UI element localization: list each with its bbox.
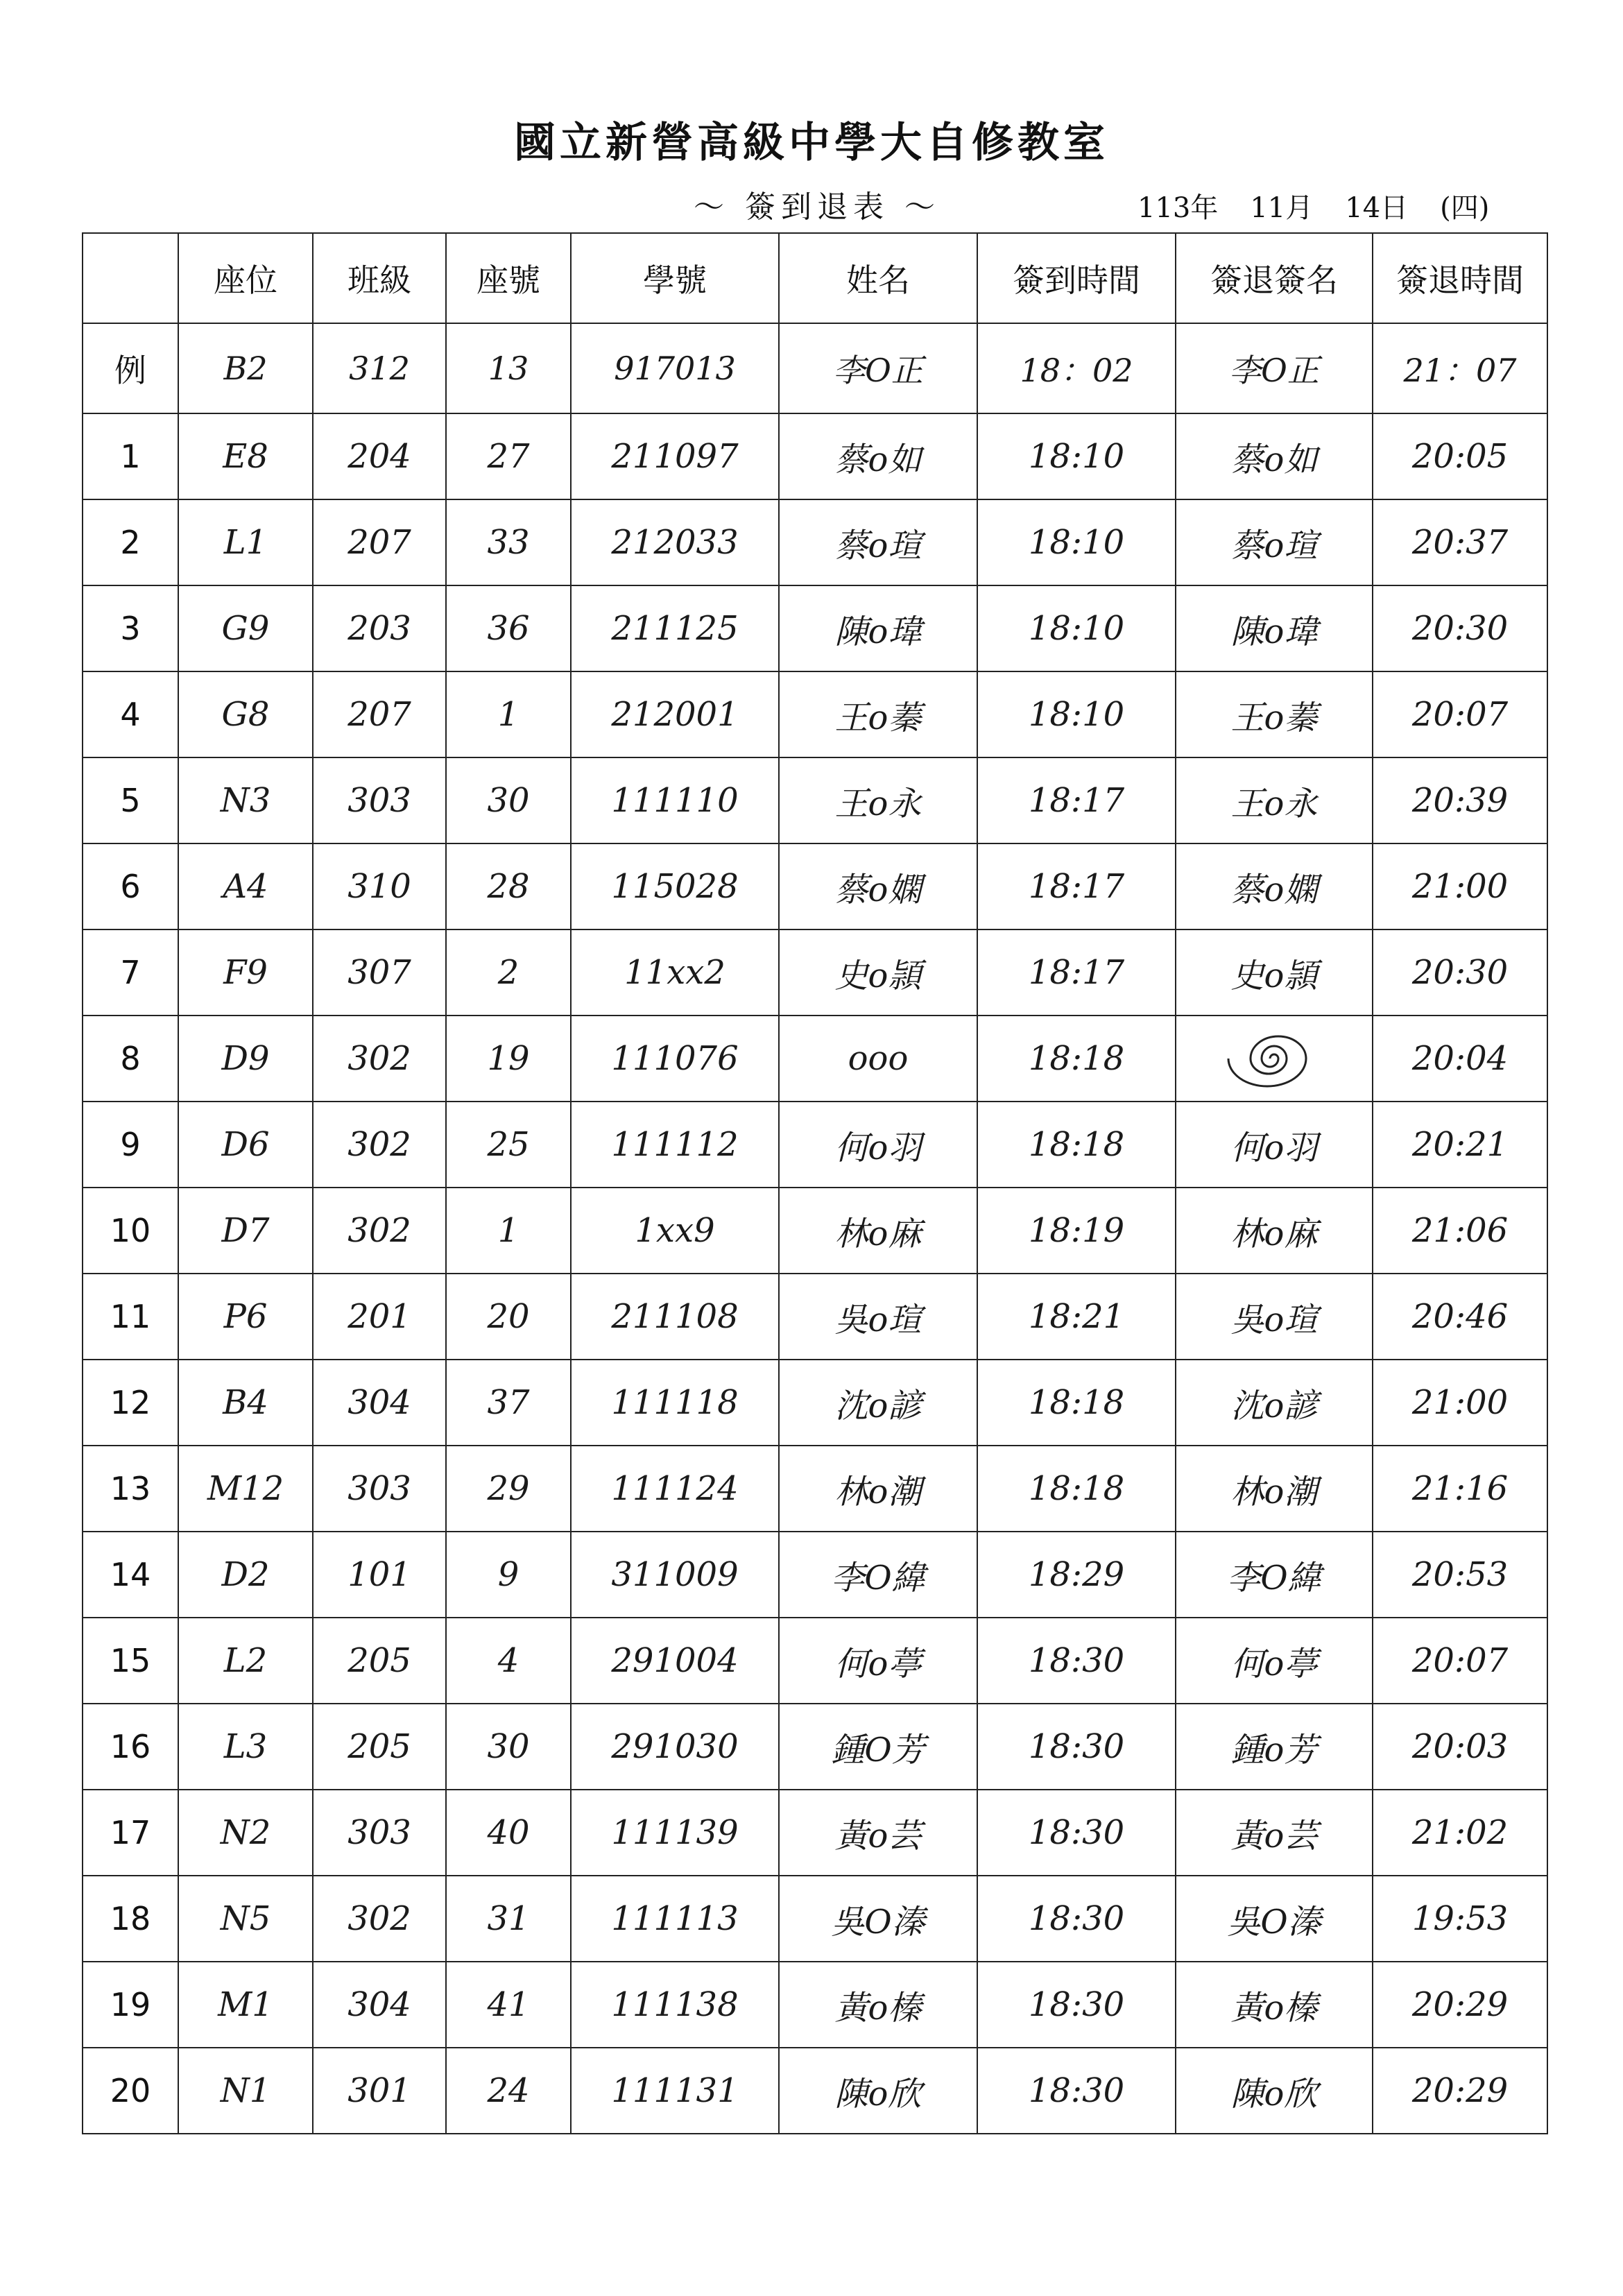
table-row — [83, 1962, 1547, 2048]
table-row — [83, 929, 1547, 1016]
sign-out-time-cell: 20:37 — [1373, 499, 1547, 585]
sign-out-signature-cell: 黃o榛 — [1176, 1962, 1373, 2048]
row-index: 18 — [83, 1876, 178, 1962]
seat-cell: D7 — [178, 1188, 313, 1274]
sign-in-time-cell: 18:30 — [977, 1790, 1176, 1876]
row-index: 13 — [83, 1446, 178, 1532]
sign-in-time-cell: 18:18 — [977, 1446, 1176, 1532]
sign-out-signature-cell: 何o葶 — [1176, 1618, 1373, 1704]
row-index: 4 — [83, 671, 178, 757]
student-id-cell: 111113 — [571, 1876, 779, 1962]
seat-cell: N3 — [178, 757, 313, 843]
name-cell: 鍾O芳 — [779, 1704, 977, 1790]
sign-out-time-cell: 20:39 — [1373, 757, 1547, 843]
sign-out-time-cell: 20:29 — [1373, 1962, 1547, 2048]
name-cell: 林o潮 — [779, 1446, 977, 1532]
seat-cell: N2 — [178, 1790, 313, 1876]
table-row — [83, 1618, 1547, 1704]
table-row — [83, 1446, 1547, 1532]
name-cell: 林o麻 — [779, 1188, 977, 1274]
table-row — [83, 1360, 1547, 1446]
form-date — [1137, 186, 1489, 225]
table-row — [83, 1274, 1547, 1360]
row-index: 2 — [83, 499, 178, 585]
date-weekday: (四) — [1440, 192, 1490, 224]
table-row — [83, 1188, 1547, 1274]
row-index: 20 — [83, 2048, 178, 2134]
table-row — [83, 1532, 1547, 1618]
number-cell: 30 — [446, 757, 571, 843]
name-cell: 何o葶 — [779, 1618, 977, 1704]
seat-cell: D6 — [178, 1102, 313, 1188]
row-index: 3 — [83, 585, 178, 671]
number-cell: 1 — [446, 671, 571, 757]
sign-out-time-cell: 20:46 — [1373, 1274, 1547, 1360]
class-cell: 302 — [313, 1016, 446, 1102]
row-index: 12 — [83, 1360, 178, 1446]
sign-out-signature-cell: 何o羽 — [1176, 1102, 1373, 1188]
table-row — [83, 1790, 1547, 1876]
table-row — [83, 1876, 1547, 1962]
sign-out-signature-cell: 林o潮 — [1176, 1446, 1373, 1532]
header-number: 座號 — [446, 233, 571, 323]
sign-out-time-cell: 20:04 — [1373, 1016, 1547, 1102]
seat-cell: L3 — [178, 1704, 313, 1790]
sign-out-time-cell: 20:03 — [1373, 1704, 1547, 1790]
sign-out-signature-cell: 陳o瑋 — [1176, 585, 1373, 671]
sign-out-time-cell: 20:21 — [1373, 1102, 1547, 1188]
sign-out-signature-cell: 李O緯 — [1176, 1532, 1373, 1618]
table-row — [83, 757, 1547, 843]
class-cell: 303 — [313, 1790, 446, 1876]
sign-out-signature-cell: 黃o芸 — [1176, 1790, 1373, 1876]
sign-in-time-cell: 18:10 — [977, 499, 1176, 585]
sign-in-time-cell: 18:18 — [977, 1016, 1176, 1102]
sign-out-time-cell: 20:53 — [1373, 1532, 1547, 1618]
row-index: 7 — [83, 929, 178, 1016]
sign-out-signature-cell — [1176, 1016, 1373, 1102]
sign-in-time-cell: 18:30 — [977, 1704, 1176, 1790]
sign-in-time-cell: 18:30 — [977, 1876, 1176, 1962]
class-cell: 207 — [313, 499, 446, 585]
student-id-cell: 291004 — [571, 1618, 779, 1704]
student-id-cell: 212033 — [571, 499, 779, 585]
name-cell: 李O緯 — [779, 1532, 977, 1618]
student-id-cell: 111139 — [571, 1790, 779, 1876]
seat-cell: M12 — [178, 1446, 313, 1532]
sign-out-signature-cell: 王o永 — [1176, 757, 1373, 843]
number-cell: 33 — [446, 499, 571, 585]
name-cell: 吳O溱 — [779, 1876, 977, 1962]
student-id-cell: 11xx2 — [571, 929, 779, 1016]
class-cell: 303 — [313, 757, 446, 843]
sign-out-signature-cell: 陳o欣 — [1176, 2048, 1373, 2134]
example-row — [83, 323, 1547, 413]
name-cell: 王o蓁 — [779, 671, 977, 757]
student-id-cell: 311009 — [571, 1532, 779, 1618]
sign-in-sheet — [82, 232, 1548, 2134]
seat-cell: N1 — [178, 2048, 313, 2134]
sign-in-time-cell: 18:17 — [977, 757, 1176, 843]
header-row — [83, 233, 1547, 323]
class-cell: 302 — [313, 1188, 446, 1274]
row-index: 17 — [83, 1790, 178, 1876]
sign-out-time-cell: 20:07 — [1373, 671, 1547, 757]
class-cell: 204 — [313, 413, 446, 499]
row-index: 例 — [83, 323, 178, 413]
sign-in-time-cell: 18:17 — [977, 843, 1176, 929]
student-id-cell: 111124 — [571, 1446, 779, 1532]
class-cell: 201 — [313, 1274, 446, 1360]
seat-cell: G8 — [178, 671, 313, 757]
student-id-cell: 115028 — [571, 843, 779, 929]
sign-out-signature-cell: 蔡o瑄 — [1176, 499, 1373, 585]
name-cell: 沈o諺 — [779, 1360, 977, 1446]
sign-in-time-cell: 18:19 — [977, 1188, 1176, 1274]
sign-out-time-cell: 21:00 — [1373, 1360, 1547, 1446]
table-row — [83, 499, 1547, 585]
row-index: 14 — [83, 1532, 178, 1618]
sign-out-signature-cell: 蔡o嫻 — [1176, 843, 1373, 929]
number-cell: 2 — [446, 929, 571, 1016]
student-id-cell: 917013 — [571, 323, 779, 413]
seat-cell: D9 — [178, 1016, 313, 1102]
class-cell: 207 — [313, 671, 446, 757]
sign-out-signature-cell: 蔡o如 — [1176, 413, 1373, 499]
number-cell: 40 — [446, 1790, 571, 1876]
student-id-cell: 211097 — [571, 413, 779, 499]
row-index: 5 — [83, 757, 178, 843]
sign-in-time-cell: 18:30 — [977, 1962, 1176, 2048]
seat-cell: E8 — [178, 413, 313, 499]
sign-in-time-cell: 18:10 — [977, 585, 1176, 671]
row-index: 16 — [83, 1704, 178, 1790]
header-name: 姓名 — [779, 233, 977, 323]
student-id-cell: 111118 — [571, 1360, 779, 1446]
number-cell: 20 — [446, 1274, 571, 1360]
table-row — [83, 2048, 1547, 2134]
name-cell: 王o永 — [779, 757, 977, 843]
table-row — [83, 843, 1547, 929]
sign-out-signature-cell: 王o蓁 — [1176, 671, 1373, 757]
number-cell: 30 — [446, 1704, 571, 1790]
class-cell: 304 — [313, 1962, 446, 2048]
header-class: 班級 — [313, 233, 446, 323]
seat-cell: D2 — [178, 1532, 313, 1618]
class-cell: 203 — [313, 585, 446, 671]
seat-cell: B4 — [178, 1360, 313, 1446]
table-row — [83, 585, 1547, 671]
number-cell: 1 — [446, 1188, 571, 1274]
spiral-signature-icon — [1215, 1027, 1333, 1090]
table-row — [83, 1704, 1547, 1790]
sign-out-signature-cell: 史o頴 — [1176, 929, 1373, 1016]
class-cell: 307 — [313, 929, 446, 1016]
number-cell: 24 — [446, 2048, 571, 2134]
table-row — [83, 1102, 1547, 1188]
class-cell: 312 — [313, 323, 446, 413]
sign-out-signature-cell: 李O正 — [1176, 323, 1373, 413]
row-index: 8 — [83, 1016, 178, 1102]
sign-in-time-cell: 18:10 — [977, 413, 1176, 499]
sign-out-signature-cell: 吳o瑄 — [1176, 1274, 1373, 1360]
row-index: 9 — [83, 1102, 178, 1188]
student-id-cell: 212001 — [571, 671, 779, 757]
sign-out-time-cell: 21：07 — [1373, 323, 1547, 413]
sign-out-time-cell: 21:00 — [1373, 843, 1547, 929]
number-cell: 4 — [446, 1618, 571, 1704]
header-seat: 座位 — [178, 233, 313, 323]
name-cell: 陳o瑋 — [779, 585, 977, 671]
header-sign-out-time: 簽退時間 — [1373, 233, 1547, 323]
name-cell: 黃o榛 — [779, 1962, 977, 2048]
student-id-cell: 111131 — [571, 2048, 779, 2134]
header-index — [83, 233, 178, 323]
class-cell: 303 — [313, 1446, 446, 1532]
number-cell: 29 — [446, 1446, 571, 1532]
sign-in-time-cell: 18:10 — [977, 671, 1176, 757]
class-cell: 205 — [313, 1704, 446, 1790]
student-id-cell: 111112 — [571, 1102, 779, 1188]
student-id-cell: 1xx9 — [571, 1188, 779, 1274]
table-row — [83, 671, 1547, 757]
number-cell: 19 — [446, 1016, 571, 1102]
student-id-cell: 211125 — [571, 585, 779, 671]
sign-out-time-cell: 21:06 — [1373, 1188, 1547, 1274]
row-index: 11 — [83, 1274, 178, 1360]
row-index: 6 — [83, 843, 178, 929]
seat-cell: P6 — [178, 1274, 313, 1360]
sign-in-time-cell: 18:29 — [977, 1532, 1176, 1618]
date-month: 11月 — [1250, 192, 1314, 224]
name-cell: 蔡o如 — [779, 413, 977, 499]
number-cell: 31 — [446, 1876, 571, 1962]
row-index: 15 — [83, 1618, 178, 1704]
row-index: 1 — [83, 413, 178, 499]
sign-in-time-cell: 18：02 — [977, 323, 1176, 413]
sign-out-time-cell: 20:05 — [1373, 413, 1547, 499]
name-cell: 陳o欣 — [779, 2048, 977, 2134]
header-sign-in-time: 簽到時間 — [977, 233, 1176, 323]
sign-in-time-cell: 18:30 — [977, 1618, 1176, 1704]
sign-out-time-cell: 20:30 — [1373, 585, 1547, 671]
number-cell: 41 — [446, 1962, 571, 2048]
name-cell: 吳o瑄 — [779, 1274, 977, 1360]
number-cell: 9 — [446, 1532, 571, 1618]
seat-cell: L1 — [178, 499, 313, 585]
sign-in-time-cell: 18:18 — [977, 1102, 1176, 1188]
sign-in-time-cell: 18:30 — [977, 2048, 1176, 2134]
table-row — [83, 1016, 1547, 1102]
class-cell: 302 — [313, 1876, 446, 1962]
seat-cell: B2 — [178, 323, 313, 413]
sign-out-time-cell: 20:29 — [1373, 2048, 1547, 2134]
class-cell: 304 — [313, 1360, 446, 1446]
number-cell: 28 — [446, 843, 571, 929]
name-cell: ooo — [779, 1016, 977, 1102]
sign-out-signature-cell: 鍾o芳 — [1176, 1704, 1373, 1790]
name-cell: 蔡o嫻 — [779, 843, 977, 929]
date-day: 14日 — [1345, 192, 1409, 224]
sign-out-signature-cell: 林o麻 — [1176, 1188, 1373, 1274]
header-student-id: 學號 — [571, 233, 779, 323]
sign-out-time-cell: 20:07 — [1373, 1618, 1547, 1704]
class-cell: 302 — [313, 1102, 446, 1188]
name-cell: 蔡o瑄 — [779, 499, 977, 585]
class-cell: 301 — [313, 2048, 446, 2134]
sign-out-signature-cell: 沈o諺 — [1176, 1360, 1373, 1446]
name-cell: 李O正 — [779, 323, 977, 413]
student-id-cell: 111076 — [571, 1016, 779, 1102]
date-year: 113年 — [1137, 192, 1219, 224]
header-sign-out-signature: 簽退簽名 — [1176, 233, 1373, 323]
number-cell: 13 — [446, 323, 571, 413]
number-cell: 25 — [446, 1102, 571, 1188]
row-index: 19 — [83, 1962, 178, 2048]
student-id-cell: 211108 — [571, 1274, 779, 1360]
seat-cell: L2 — [178, 1618, 313, 1704]
number-cell: 27 — [446, 413, 571, 499]
name-cell: 史o頴 — [779, 929, 977, 1016]
class-cell: 101 — [313, 1532, 446, 1618]
row-index: 10 — [83, 1188, 178, 1274]
table-row — [83, 413, 1547, 499]
class-cell: 310 — [313, 843, 446, 929]
seat-cell: M1 — [178, 1962, 313, 2048]
number-cell: 36 — [446, 585, 571, 671]
name-cell: 何o羽 — [779, 1102, 977, 1188]
sign-out-signature-cell: 吳O溱 — [1176, 1876, 1373, 1962]
seat-cell: F9 — [178, 929, 313, 1016]
student-id-cell: 291030 — [571, 1704, 779, 1790]
name-cell: 黃o芸 — [779, 1790, 977, 1876]
sign-in-time-cell: 18:21 — [977, 1274, 1176, 1360]
page-title: 國立新營高級中學大自修教室 — [514, 119, 1109, 167]
seat-cell: A4 — [178, 843, 313, 929]
sign-out-time-cell: 21:16 — [1373, 1446, 1547, 1532]
number-cell: 37 — [446, 1360, 571, 1446]
sign-in-time-cell: 18:17 — [977, 929, 1176, 1016]
sign-in-time-cell: 18:18 — [977, 1360, 1176, 1446]
form-subtitle: ～ 簽到退表 ～ — [694, 189, 941, 225]
student-id-cell: 111110 — [571, 757, 779, 843]
seat-cell: G9 — [178, 585, 313, 671]
seat-cell: N5 — [178, 1876, 313, 1962]
sign-out-time-cell: 21:02 — [1373, 1790, 1547, 1876]
sign-out-time-cell: 20:30 — [1373, 929, 1547, 1016]
sign-out-time-cell: 19:53 — [1373, 1876, 1547, 1962]
student-id-cell: 111138 — [571, 1962, 779, 2048]
class-cell: 205 — [313, 1618, 446, 1704]
